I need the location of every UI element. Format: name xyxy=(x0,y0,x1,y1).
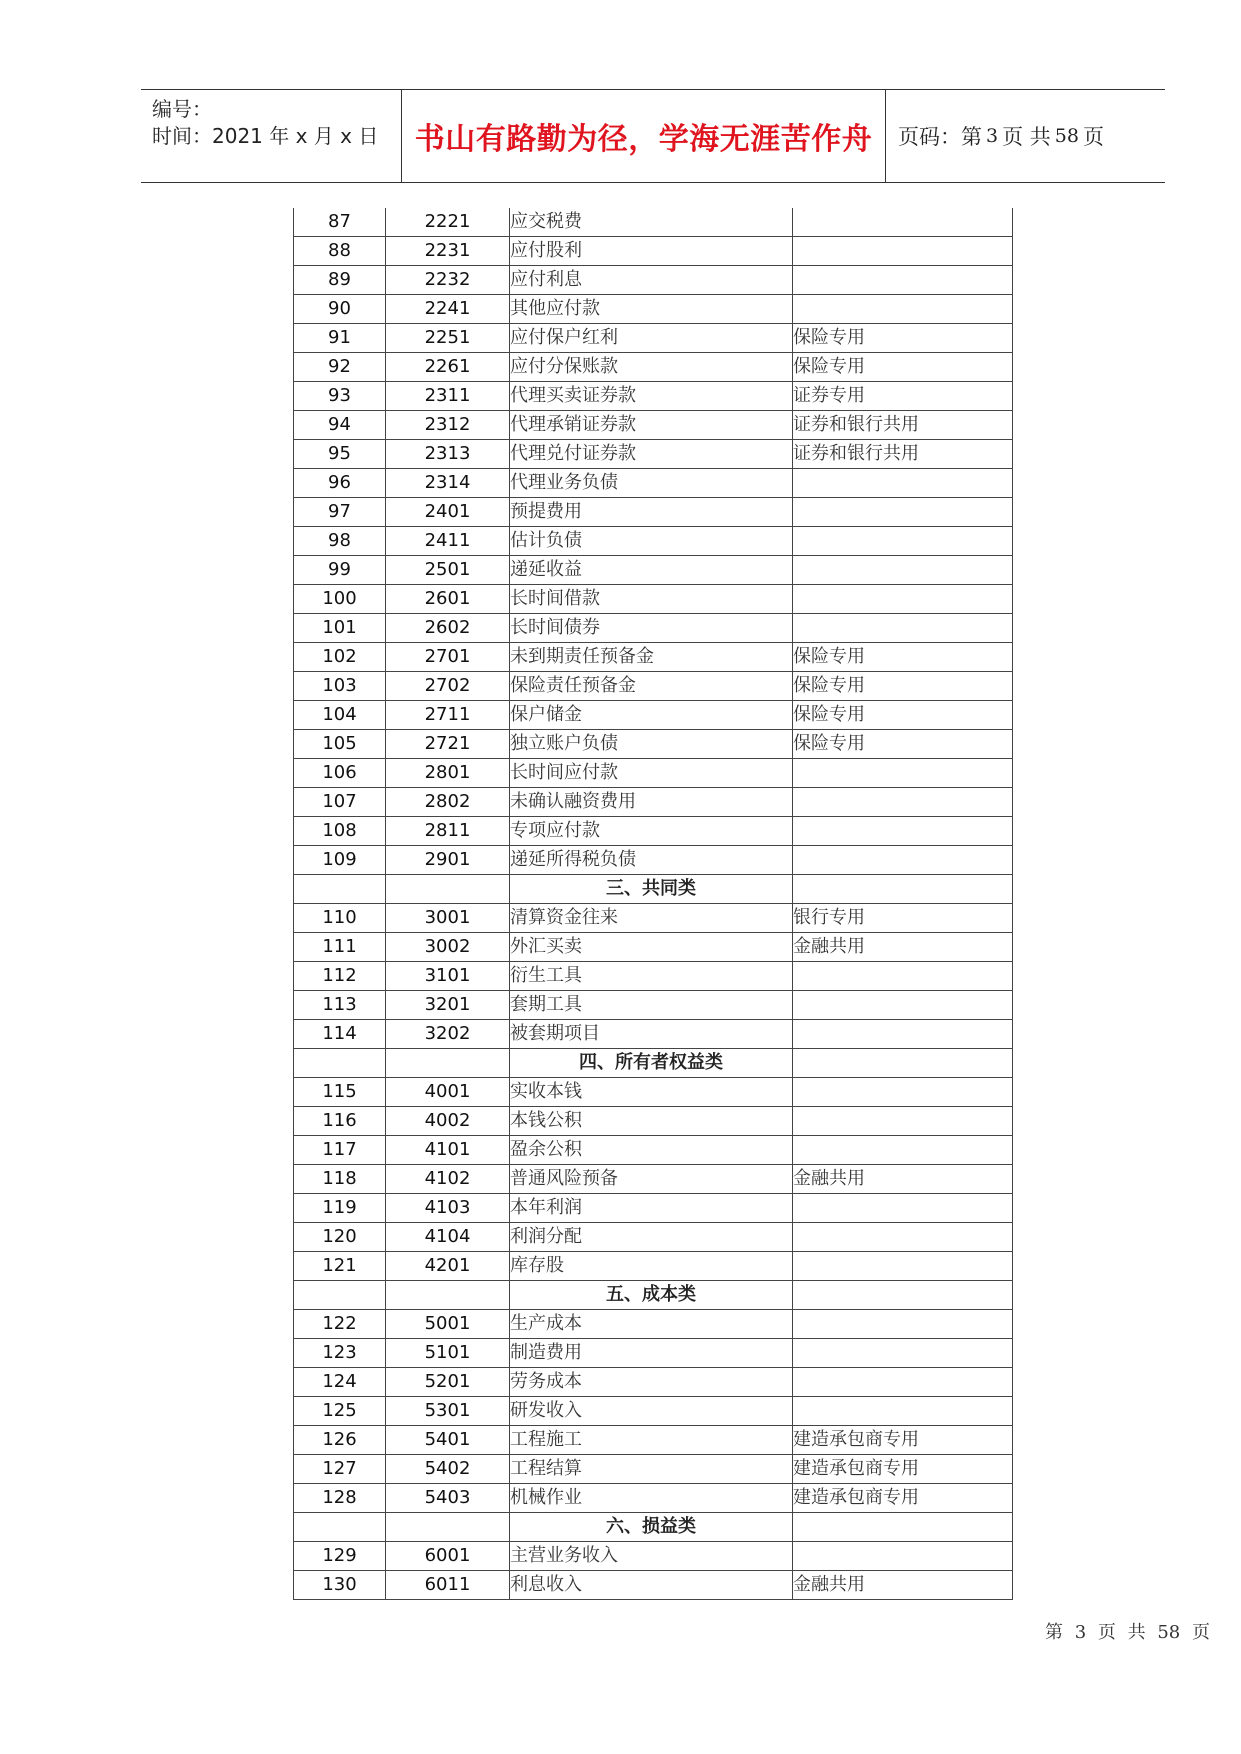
row-account-name: 被套期项目 xyxy=(510,1020,793,1049)
row-account-code: 3101 xyxy=(386,962,510,991)
row-seq-number: 89 xyxy=(294,266,386,295)
section-title: 五、成本类 xyxy=(510,1281,793,1310)
row-account-code: 3002 xyxy=(386,933,510,962)
row-seq-number: 105 xyxy=(294,730,386,759)
section-blank-no xyxy=(294,875,386,904)
row-account-name: 工程施工 xyxy=(510,1426,793,1455)
table-row xyxy=(294,469,1013,498)
row-remark xyxy=(793,1339,1013,1368)
row-account-code: 2501 xyxy=(386,556,510,585)
table-row xyxy=(294,324,1013,353)
row-account-code: 2251 xyxy=(386,324,510,353)
row-seq-number: 101 xyxy=(294,614,386,643)
row-remark: 建造承包商专用 xyxy=(793,1426,1013,1455)
table-row xyxy=(294,1252,1013,1281)
row-account-name: 递延所得税负债 xyxy=(510,846,793,875)
row-account-name: 衍生工具 xyxy=(510,962,793,991)
row-account-name: 应付保户红利 xyxy=(510,324,793,353)
row-seq-number: 91 xyxy=(294,324,386,353)
row-remark: 金融共用 xyxy=(793,933,1013,962)
table-row xyxy=(294,382,1013,411)
table-row xyxy=(294,498,1013,527)
table-row xyxy=(294,614,1013,643)
row-account-code: 2702 xyxy=(386,672,510,701)
row-remark: 证券专用 xyxy=(793,382,1013,411)
row-remark xyxy=(793,498,1013,527)
row-account-name: 研发收入 xyxy=(510,1397,793,1426)
row-seq-number: 106 xyxy=(294,759,386,788)
row-account-name: 代理业务负债 xyxy=(510,469,793,498)
row-seq-number: 95 xyxy=(294,440,386,469)
table-row xyxy=(294,672,1013,701)
row-seq-number: 127 xyxy=(294,1455,386,1484)
row-account-name: 机械作业 xyxy=(510,1484,793,1513)
table-row xyxy=(294,904,1013,933)
row-seq-number: 129 xyxy=(294,1542,386,1571)
row-seq-number: 97 xyxy=(294,498,386,527)
table-row xyxy=(294,991,1013,1020)
section-blank-no xyxy=(294,1513,386,1542)
account-table-body xyxy=(294,208,1013,1600)
row-account-name: 盈余公积 xyxy=(510,1136,793,1165)
row-account-name: 独立账户负债 xyxy=(510,730,793,759)
row-remark xyxy=(793,788,1013,817)
doc-number-label: 编号： xyxy=(152,97,212,121)
section-row xyxy=(294,1049,1013,1078)
row-remark xyxy=(793,1223,1013,1252)
row-seq-number: 108 xyxy=(294,817,386,846)
table-row xyxy=(294,1107,1013,1136)
row-remark: 建造承包商专用 xyxy=(793,1484,1013,1513)
table-row xyxy=(294,1223,1013,1252)
table-row xyxy=(294,1426,1013,1455)
row-seq-number: 96 xyxy=(294,469,386,498)
row-seq-number: 128 xyxy=(294,1484,386,1513)
row-remark xyxy=(793,295,1013,324)
row-account-code: 2401 xyxy=(386,498,510,527)
row-account-code: 3201 xyxy=(386,991,510,1020)
row-account-code: 6011 xyxy=(386,1571,510,1600)
table-row xyxy=(294,1455,1013,1484)
row-remark xyxy=(793,1194,1013,1223)
row-account-name: 长时间借款 xyxy=(510,585,793,614)
row-seq-number: 111 xyxy=(294,933,386,962)
row-account-name: 本年利润 xyxy=(510,1194,793,1223)
row-account-name: 实收本钱 xyxy=(510,1078,793,1107)
row-seq-number: 125 xyxy=(294,1397,386,1426)
row-account-name: 代理承销证券款 xyxy=(510,411,793,440)
row-account-code: 5301 xyxy=(386,1397,510,1426)
row-account-name: 套期工具 xyxy=(510,991,793,1020)
row-remark xyxy=(793,469,1013,498)
section-blank-note xyxy=(793,1513,1013,1542)
row-account-name: 利润分配 xyxy=(510,1223,793,1252)
row-remark xyxy=(793,266,1013,295)
row-seq-number: 118 xyxy=(294,1165,386,1194)
table-row xyxy=(294,208,1013,237)
row-seq-number: 122 xyxy=(294,1310,386,1339)
doc-info-cell xyxy=(141,90,402,182)
row-remark xyxy=(793,527,1013,556)
row-account-name: 代理买卖证券款 xyxy=(510,382,793,411)
row-remark xyxy=(793,1136,1013,1165)
table-row xyxy=(294,1310,1013,1339)
row-account-name: 长时间应付款 xyxy=(510,759,793,788)
row-seq-number: 121 xyxy=(294,1252,386,1281)
table-row xyxy=(294,701,1013,730)
doc-date-label: 时间：2021 年 x 月 x 日 xyxy=(152,124,379,148)
row-account-code: 2801 xyxy=(386,759,510,788)
table-row xyxy=(294,411,1013,440)
row-account-code: 2232 xyxy=(386,266,510,295)
row-remark xyxy=(793,991,1013,1020)
row-account-code: 4103 xyxy=(386,1194,510,1223)
row-seq-number: 124 xyxy=(294,1368,386,1397)
row-remark: 建造承包商专用 xyxy=(793,1455,1013,1484)
row-account-name: 应付分保账款 xyxy=(510,353,793,382)
row-seq-number: 92 xyxy=(294,353,386,382)
section-blank-note xyxy=(793,875,1013,904)
row-account-code: 2314 xyxy=(386,469,510,498)
row-account-code: 6001 xyxy=(386,1542,510,1571)
row-account-code: 4101 xyxy=(386,1136,510,1165)
row-account-code: 4002 xyxy=(386,1107,510,1136)
motto-text: 书山有路勤为径，学海无涯苦作舟 xyxy=(414,122,873,157)
row-remark xyxy=(793,962,1013,991)
row-account-code: 5403 xyxy=(386,1484,510,1513)
table-row xyxy=(294,1136,1013,1165)
row-remark: 金融共用 xyxy=(793,1165,1013,1194)
row-seq-number: 110 xyxy=(294,904,386,933)
row-account-name: 生产成本 xyxy=(510,1310,793,1339)
row-account-name: 递延收益 xyxy=(510,556,793,585)
row-account-name: 利息收入 xyxy=(510,1571,793,1600)
section-row xyxy=(294,1281,1013,1310)
row-account-name: 清算资金往来 xyxy=(510,904,793,933)
row-remark xyxy=(793,846,1013,875)
page-number-cell xyxy=(886,90,1165,182)
row-seq-number: 102 xyxy=(294,643,386,672)
table-row xyxy=(294,440,1013,469)
row-account-code: 5401 xyxy=(386,1426,510,1455)
row-seq-number: 115 xyxy=(294,1078,386,1107)
page-header xyxy=(141,89,1165,183)
table-row xyxy=(294,1571,1013,1600)
row-remark xyxy=(793,1107,1013,1136)
row-account-code: 2601 xyxy=(386,585,510,614)
row-remark xyxy=(793,1020,1013,1049)
row-remark: 保险专用 xyxy=(793,324,1013,353)
row-account-name: 主营业务收入 xyxy=(510,1542,793,1571)
table-row xyxy=(294,556,1013,585)
row-seq-number: 119 xyxy=(294,1194,386,1223)
row-account-code: 5201 xyxy=(386,1368,510,1397)
row-seq-number: 120 xyxy=(294,1223,386,1252)
table-row xyxy=(294,295,1013,324)
row-account-code: 2241 xyxy=(386,295,510,324)
page-total: 58 xyxy=(1054,125,1079,147)
row-account-name: 应交税费 xyxy=(510,208,793,237)
row-seq-number: 99 xyxy=(294,556,386,585)
table-row xyxy=(294,1542,1013,1571)
footer-mid1: 页 xyxy=(1097,1622,1116,1643)
page-prefix: 页码：第 xyxy=(898,125,982,149)
row-remark: 证券和银行共用 xyxy=(793,440,1013,469)
row-account-code: 4104 xyxy=(386,1223,510,1252)
row-seq-number: 98 xyxy=(294,527,386,556)
table-row xyxy=(294,730,1013,759)
table-row xyxy=(294,266,1013,295)
section-blank-note xyxy=(793,1049,1013,1078)
table-row xyxy=(294,846,1013,875)
row-account-code: 5001 xyxy=(386,1310,510,1339)
row-account-name: 本钱公积 xyxy=(510,1107,793,1136)
row-account-name: 保户储金 xyxy=(510,701,793,730)
table-row xyxy=(294,1078,1013,1107)
row-account-name: 应付利息 xyxy=(510,266,793,295)
section-blank-no xyxy=(294,1049,386,1078)
row-account-code: 2311 xyxy=(386,382,510,411)
account-table xyxy=(293,208,1013,1600)
row-remark: 银行专用 xyxy=(793,904,1013,933)
table-row xyxy=(294,585,1013,614)
row-remark xyxy=(793,1397,1013,1426)
row-account-code: 3001 xyxy=(386,904,510,933)
row-account-code: 2701 xyxy=(386,643,510,672)
section-title: 六、损益类 xyxy=(510,1513,793,1542)
table-row xyxy=(294,353,1013,382)
row-account-code: 4001 xyxy=(386,1078,510,1107)
row-account-name: 长时间债券 xyxy=(510,614,793,643)
row-account-name: 工程结算 xyxy=(510,1455,793,1484)
row-account-name: 外汇买卖 xyxy=(510,933,793,962)
section-row xyxy=(294,875,1013,904)
row-seq-number: 100 xyxy=(294,585,386,614)
row-account-name: 未到期责任预备金 xyxy=(510,643,793,672)
section-blank-code xyxy=(386,1049,510,1078)
row-account-code: 2901 xyxy=(386,846,510,875)
row-remark: 保险专用 xyxy=(793,353,1013,382)
row-account-code: 2811 xyxy=(386,817,510,846)
row-account-code: 2711 xyxy=(386,701,510,730)
row-remark: 保险专用 xyxy=(793,701,1013,730)
row-seq-number: 117 xyxy=(294,1136,386,1165)
row-account-code: 2312 xyxy=(386,411,510,440)
row-seq-number: 90 xyxy=(294,295,386,324)
row-remark: 证券和银行共用 xyxy=(793,411,1013,440)
row-account-name: 应付股利 xyxy=(510,237,793,266)
row-remark xyxy=(793,759,1013,788)
section-row xyxy=(294,1513,1013,1542)
row-remark xyxy=(793,556,1013,585)
row-remark: 保险专用 xyxy=(793,672,1013,701)
row-seq-number: 93 xyxy=(294,382,386,411)
row-seq-number: 126 xyxy=(294,1426,386,1455)
section-blank-note xyxy=(793,1281,1013,1310)
table-row xyxy=(294,817,1013,846)
table-row xyxy=(294,788,1013,817)
table-row xyxy=(294,962,1013,991)
row-remark: 保险专用 xyxy=(793,643,1013,672)
row-account-name: 其他应付款 xyxy=(510,295,793,324)
row-account-code: 2411 xyxy=(386,527,510,556)
row-remark xyxy=(793,614,1013,643)
footer-total-pages: 58 xyxy=(1157,1622,1181,1643)
row-seq-number: 113 xyxy=(294,991,386,1020)
row-account-name: 制造费用 xyxy=(510,1339,793,1368)
row-seq-number: 123 xyxy=(294,1339,386,1368)
row-seq-number: 130 xyxy=(294,1571,386,1600)
page-suffix: 页 xyxy=(1082,125,1104,149)
footer-prefix: 第 xyxy=(1044,1622,1063,1643)
table-row xyxy=(294,1165,1013,1194)
page-footer xyxy=(1042,1618,1213,1644)
row-seq-number: 109 xyxy=(294,846,386,875)
row-remark: 保险专用 xyxy=(793,730,1013,759)
row-seq-number: 94 xyxy=(294,411,386,440)
section-blank-code xyxy=(386,1513,510,1542)
row-account-name: 专项应付款 xyxy=(510,817,793,846)
table-row xyxy=(294,1397,1013,1426)
row-remark xyxy=(793,1542,1013,1571)
table-row xyxy=(294,527,1013,556)
row-account-code: 5402 xyxy=(386,1455,510,1484)
table-row xyxy=(294,643,1013,672)
row-seq-number: 116 xyxy=(294,1107,386,1136)
page-mid: 页 共 xyxy=(1002,125,1051,149)
table-row xyxy=(294,1020,1013,1049)
row-account-code: 2221 xyxy=(386,208,510,237)
row-remark xyxy=(793,1252,1013,1281)
section-title: 四、所有者权益类 xyxy=(510,1049,793,1078)
row-seq-number: 103 xyxy=(294,672,386,701)
row-account-code: 4201 xyxy=(386,1252,510,1281)
row-account-name: 保险责任预备金 xyxy=(510,672,793,701)
footer-suffix: 页 xyxy=(1192,1622,1210,1643)
row-account-code: 2231 xyxy=(386,237,510,266)
row-account-name: 估计负债 xyxy=(510,527,793,556)
row-account-code: 2602 xyxy=(386,614,510,643)
row-account-name: 劳务成本 xyxy=(510,1368,793,1397)
row-account-name: 未确认融资费用 xyxy=(510,788,793,817)
row-account-code: 2261 xyxy=(386,353,510,382)
footer-current-page: 3 xyxy=(1074,1622,1087,1643)
row-seq-number: 114 xyxy=(294,1020,386,1049)
section-title: 三、共同类 xyxy=(510,875,793,904)
row-remark xyxy=(793,1368,1013,1397)
row-account-code: 3202 xyxy=(386,1020,510,1049)
section-blank-code xyxy=(386,875,510,904)
row-account-code: 4102 xyxy=(386,1165,510,1194)
row-remark xyxy=(793,237,1013,266)
footer-mid2: 共 xyxy=(1127,1622,1146,1643)
motto-cell xyxy=(402,90,886,182)
table-row xyxy=(294,237,1013,266)
row-account-code: 2802 xyxy=(386,788,510,817)
table-row xyxy=(294,1368,1013,1397)
row-remark: 金融共用 xyxy=(793,1571,1013,1600)
row-account-code: 2313 xyxy=(386,440,510,469)
row-account-name: 普通风险预备 xyxy=(510,1165,793,1194)
row-seq-number: 87 xyxy=(294,208,386,237)
table-row xyxy=(294,1339,1013,1368)
row-account-code: 5101 xyxy=(386,1339,510,1368)
row-seq-number: 112 xyxy=(294,962,386,991)
row-account-name: 代理兑付证券款 xyxy=(510,440,793,469)
row-remark xyxy=(793,585,1013,614)
page-current: 3 xyxy=(986,125,999,147)
row-account-code: 2721 xyxy=(386,730,510,759)
section-blank-no xyxy=(294,1281,386,1310)
row-seq-number: 88 xyxy=(294,237,386,266)
table-row xyxy=(294,1484,1013,1513)
table-row xyxy=(294,1194,1013,1223)
row-remark xyxy=(793,1310,1013,1339)
table-row xyxy=(294,759,1013,788)
row-remark xyxy=(793,817,1013,846)
row-remark xyxy=(793,1078,1013,1107)
row-seq-number: 107 xyxy=(294,788,386,817)
row-seq-number: 104 xyxy=(294,701,386,730)
row-account-name: 库存股 xyxy=(510,1252,793,1281)
table-row xyxy=(294,933,1013,962)
section-blank-code xyxy=(386,1281,510,1310)
row-remark xyxy=(793,208,1013,237)
row-account-name: 预提费用 xyxy=(510,498,793,527)
